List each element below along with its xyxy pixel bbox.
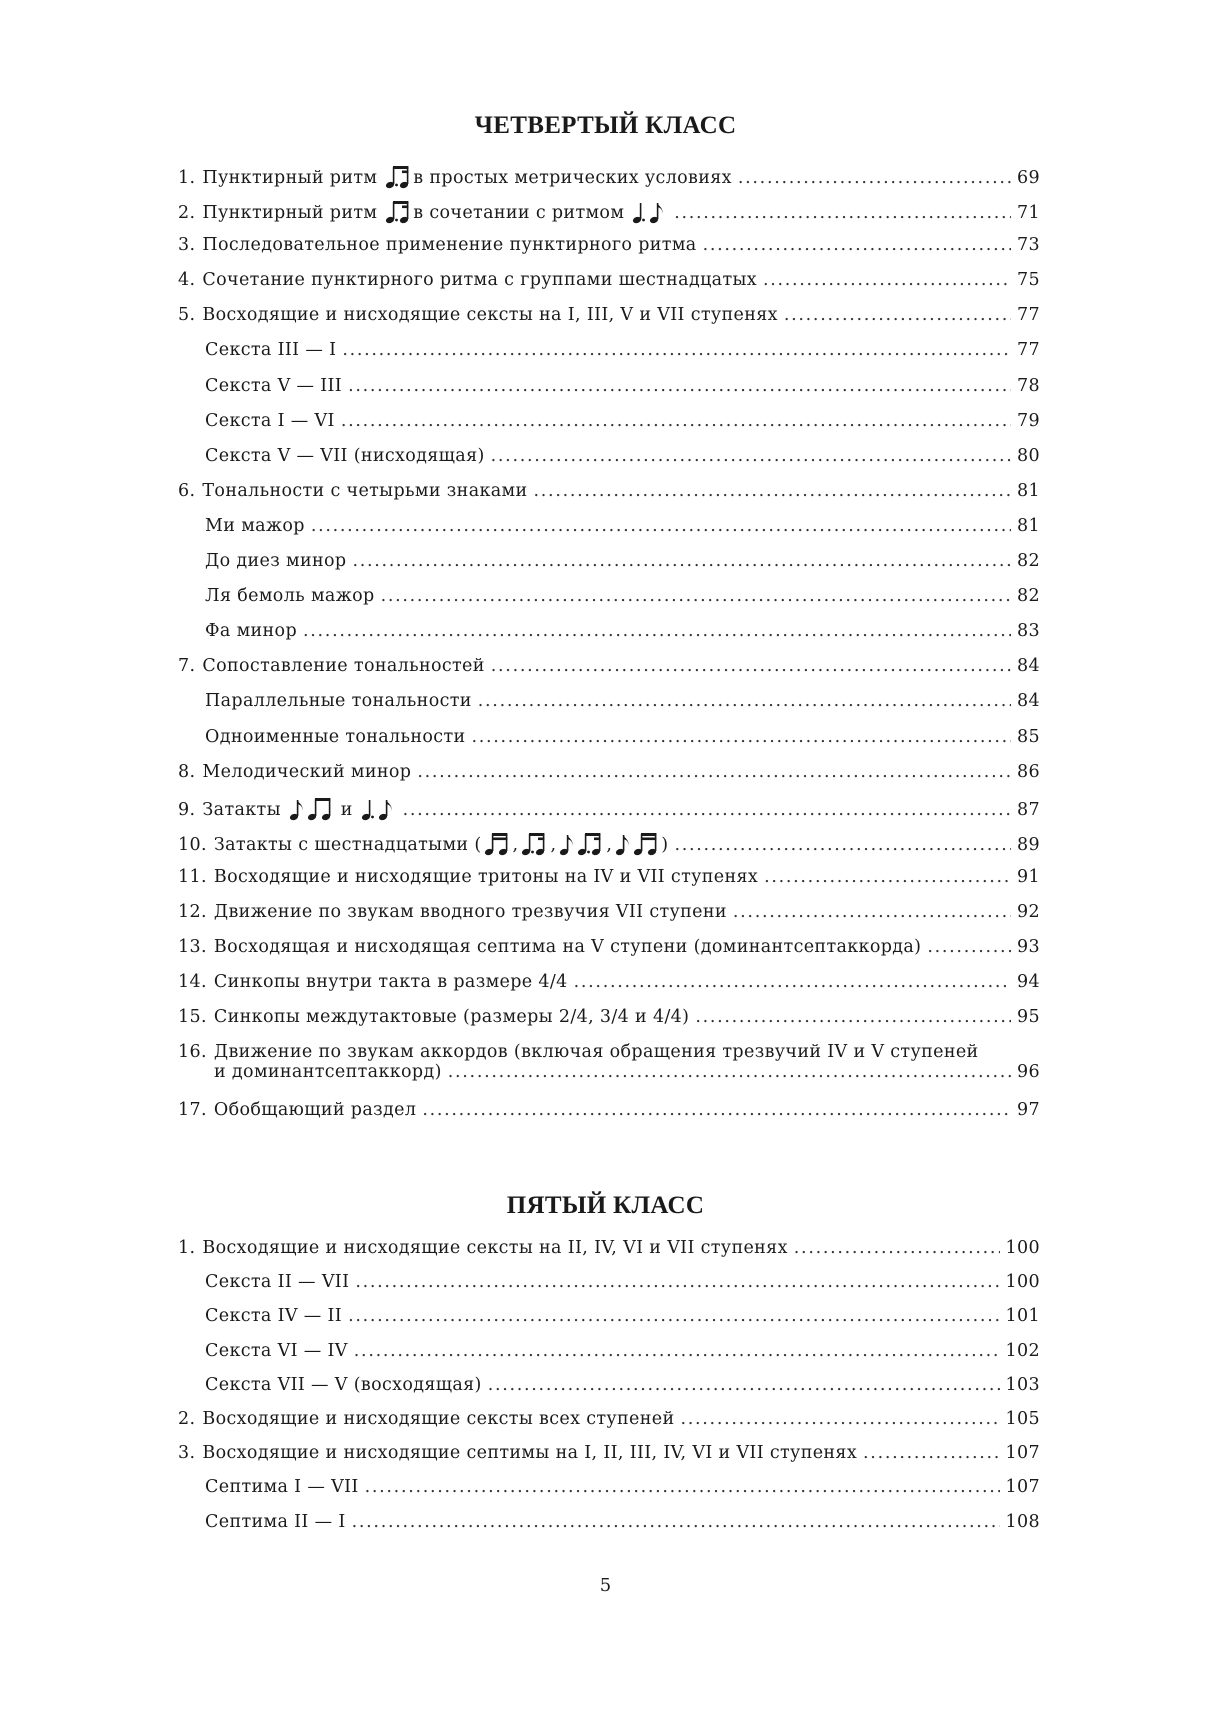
dotted-eighth-sixteenth-pair-icon: [577, 832, 603, 856]
entry-page: 73: [1017, 235, 1040, 256]
toc-subentry[interactable]: [178, 621, 1040, 656]
entry-number: 3.: [178, 1443, 196, 1464]
entry-page: 96: [1017, 1062, 1040, 1083]
leader-dots: [422, 1100, 1011, 1120]
leader-dots: [341, 411, 1011, 431]
entry-title: Септима II — I: [205, 1511, 346, 1532]
toc-subentry[interactable]: [178, 376, 1040, 411]
entry-title: Восходящие и нисходящие септимы на I, II, III, IV, VI и VII ступенях: [202, 1443, 858, 1464]
beamed-two-eighths-icon: [307, 797, 333, 821]
entry-number: 1.: [178, 1238, 196, 1258]
toc-entry[interactable]: [178, 797, 1040, 832]
entry-title: Синкопы внутри такта в размере 4/4: [213, 972, 568, 993]
leader-dots: [354, 1341, 1000, 1361]
toc-subentry[interactable]: [178, 1341, 1040, 1375]
entry-number: 15.: [178, 1007, 207, 1028]
entry-title: Параллельные тональности: [205, 691, 472, 712]
entry-number: 3.: [178, 235, 196, 256]
entry-title: Восходящие и нисходящие сексты всех ступеней: [202, 1408, 675, 1429]
toc-entry[interactable]: [178, 1409, 1040, 1443]
entry-title: Тональности с четырьми знаками: [202, 480, 528, 501]
entry-number: 7.: [178, 656, 196, 677]
leader-dots: [681, 1409, 1000, 1429]
entry-title: Секста II — VII: [205, 1272, 350, 1293]
toc-entry[interactable]: [178, 481, 1040, 516]
toc-grade-4: [178, 165, 1040, 1135]
entry-number: 2.: [178, 203, 196, 224]
toc-entry[interactable]: [178, 832, 1040, 867]
leader-dots: [303, 621, 1011, 641]
leader-dots: [763, 270, 1011, 290]
entry-page: 78: [1017, 375, 1040, 396]
entry-page: 87: [1017, 799, 1040, 820]
leader-dots: [703, 235, 1011, 255]
leader-dots: [448, 1062, 1011, 1082]
toc-entry[interactable]: [178, 305, 1040, 340]
entry-number: 5.: [178, 305, 196, 326]
entry-title: До диез минор: [205, 551, 347, 572]
leader-dots: [695, 1007, 1011, 1027]
entry-title: Одноименные тональности: [205, 726, 466, 747]
dotted-quarter-eighth-icon: [632, 200, 666, 224]
toc-entry[interactable]: [178, 762, 1040, 797]
entry-page: 103: [1005, 1374, 1040, 1395]
entry-page: 91: [1017, 866, 1040, 887]
entry-page: 95: [1017, 1007, 1040, 1028]
eighth-note-icon: [289, 797, 303, 821]
leader-dots: [403, 800, 1011, 820]
dotted-eighth-sixteenth-pair-icon: [385, 200, 411, 224]
entry-page: 84: [1017, 656, 1040, 677]
entry-title: Септима I — VII: [205, 1477, 359, 1498]
entry-page: 97: [1017, 1100, 1040, 1121]
entry-page: 71: [1017, 203, 1040, 224]
toc-subentry[interactable]: [178, 340, 1040, 375]
entry-title: Секста III — I: [205, 340, 337, 361]
toc-grade-5: [178, 1238, 1040, 1546]
entry-title: Секста IV — II: [205, 1306, 343, 1327]
leader-dots: [534, 481, 1012, 501]
entry-number: 4.: [178, 270, 196, 291]
entry-page: 93: [1017, 937, 1040, 958]
entry-page: 81: [1017, 515, 1040, 536]
toc-entry[interactable]: [178, 937, 1040, 972]
leader-dots: [738, 168, 1011, 188]
toc-subentry[interactable]: [178, 1272, 1040, 1306]
entry-title: Восходящая и нисходящая септима на V ступени (доминантсептаккорда): [213, 937, 922, 958]
leader-dots: [417, 762, 1011, 782]
entry-title: Сочетание пунктирного ритма с группами шестнадцатых: [202, 270, 757, 291]
toc-entry[interactable]: [178, 1100, 1040, 1135]
toc-subentry[interactable]: [178, 586, 1040, 621]
entry-number: 9.: [178, 799, 196, 820]
entry-title: Секста V — VII (нисходящая): [205, 445, 485, 466]
toc-entry[interactable]: [178, 867, 1040, 902]
entry-page: 84: [1017, 691, 1040, 712]
entry-page: 81: [1017, 480, 1040, 501]
leader-dots: [381, 586, 1011, 606]
toc-entry[interactable]: [178, 165, 1040, 200]
toc-entry[interactable]: [178, 1443, 1040, 1477]
leader-dots: [348, 1306, 999, 1326]
toc-entry[interactable]: [178, 1042, 1040, 1100]
entry-number: 13.: [178, 937, 207, 958]
leader-dots: [674, 203, 1011, 223]
entry-page: 69: [1017, 168, 1040, 188]
leader-dots: [352, 1512, 1000, 1532]
entry-title: Восходящие и нисходящие тритоны на IV и VII ступенях: [213, 866, 759, 887]
leader-dots: [365, 1477, 1000, 1497]
toc-subentry[interactable]: [178, 691, 1040, 726]
entry-page: 82: [1017, 586, 1040, 607]
entry-title: Затакты и: [202, 797, 396, 821]
entry-page: 100: [1005, 1238, 1040, 1258]
entry-title: Ми мажор: [205, 515, 305, 536]
entry-number: 16.: [178, 1042, 207, 1063]
toc-subentry[interactable]: [178, 1512, 1040, 1546]
entry-number: 8.: [178, 761, 196, 782]
leader-dots: [491, 446, 1011, 466]
entry-page: 92: [1017, 901, 1040, 922]
entry-page: 105: [1005, 1408, 1040, 1429]
entry-number: 2.: [178, 1408, 196, 1429]
leader-dots: [491, 656, 1011, 676]
entry-number: 6.: [178, 480, 196, 501]
entry-page: 77: [1017, 305, 1040, 326]
leader-dots: [764, 867, 1011, 887]
toc-subentry[interactable]: [178, 727, 1040, 762]
entry-page: 75: [1017, 270, 1040, 291]
entry-title: Секста V — III: [205, 375, 343, 396]
entry-title: Восходящие и нисходящие сексты на I, III, V и VII ступенях: [202, 305, 778, 326]
toc-entry[interactable]: [178, 1238, 1040, 1272]
section-title-grade-5: ПЯТЫЙ КЛАСС: [506, 1192, 705, 1219]
toc-subentry[interactable]: [178, 551, 1040, 586]
entry-number: 12.: [178, 901, 207, 922]
entry-page: 83: [1017, 621, 1040, 642]
page-number: 5: [599, 1575, 612, 1596]
leader-dots: [488, 1375, 1000, 1395]
entry-number: 14.: [178, 972, 207, 993]
entry-page: 77: [1017, 340, 1040, 361]
entry-page: 107: [1005, 1443, 1040, 1464]
toc-entry[interactable]: [178, 656, 1040, 691]
entry-title: Сопоставление тональностей: [202, 656, 485, 677]
entry-title: Восходящие и нисходящие сексты на II, IV, VI и VII ступенях: [202, 1238, 788, 1258]
sixteenth-group-icon: [633, 832, 659, 856]
entry-page: 89: [1017, 834, 1040, 855]
entry-page: 80: [1017, 445, 1040, 466]
entry-title: Пунктирный ритм в сочетании с ритмом: [202, 200, 668, 224]
eighth-note-icon: [559, 832, 573, 856]
entry-title: Пунктирный ритм в простых метрических условиях: [202, 165, 731, 189]
toc-subentry[interactable]: [178, 516, 1040, 551]
entry-page: 100: [1005, 1272, 1040, 1293]
leader-dots: [342, 340, 1011, 360]
entry-title: Движение по звукам аккордов (включая обращения трезвучий IV и V ступеней: [213, 1042, 979, 1063]
entry-number: 11.: [178, 866, 207, 887]
dotted-eighth-sixteenth-pair-icon: [385, 165, 411, 189]
entry-page: 85: [1017, 726, 1040, 747]
entry-title: Ля бемоль мажор: [205, 586, 375, 607]
toc-entry[interactable]: [178, 902, 1040, 937]
entry-title: Секста VII — V (восходящая): [205, 1374, 482, 1395]
toc-entry[interactable]: [178, 1007, 1040, 1042]
entry-title: Обобщающий раздел: [213, 1100, 417, 1121]
toc-subentry[interactable]: [178, 1306, 1040, 1340]
entry-title: Движение по звукам вводного трезвучия VII ступени: [213, 901, 727, 922]
entry-number: 1.: [178, 168, 196, 188]
dotted-eighth-sixteenth-pair-icon: [521, 832, 547, 856]
entry-page: 94: [1017, 972, 1040, 993]
toc-subentry[interactable]: [178, 446, 1040, 481]
leader-dots: [674, 835, 1011, 855]
leader-dots: [794, 1238, 1000, 1258]
toc-entry[interactable]: [178, 235, 1040, 270]
entry-title: Синкопы междутактовые (размеры 2/4, 3/4 и 4/4): [213, 1007, 690, 1028]
entry-page: 86: [1017, 761, 1040, 782]
toc-entry[interactable]: [178, 972, 1040, 1007]
entry-title: Мелодический минор: [202, 761, 412, 782]
toc-subentry[interactable]: [178, 1477, 1040, 1511]
entry-title: Последовательное применение пунктирного ритма: [202, 235, 697, 256]
sixteenth-group-icon: [484, 832, 510, 856]
entry-page: 79: [1017, 410, 1040, 431]
entry-page: 107: [1005, 1477, 1040, 1498]
entry-page: 102: [1005, 1340, 1040, 1361]
toc-entry[interactable]: [178, 200, 1040, 235]
entry-page: 82: [1017, 551, 1040, 572]
entry-title: Затакты с шестнадцатыми ( , , , ): [214, 832, 669, 856]
leader-dots: [352, 551, 1011, 571]
toc-subentry[interactable]: [178, 411, 1040, 446]
leader-dots: [784, 305, 1011, 325]
leader-dots: [471, 727, 1011, 747]
entry-page: 108: [1005, 1511, 1040, 1532]
toc-entry[interactable]: [178, 270, 1040, 305]
section-title-grade-4: ЧЕТВЕРТЫЙ КЛАСС: [474, 112, 737, 139]
leader-dots: [478, 691, 1011, 711]
entry-title: Секста VI — IV: [205, 1340, 348, 1361]
entry-title: Секста I — VI: [205, 410, 335, 431]
dotted-quarter-eighth-icon: [361, 797, 395, 821]
entry-page: 101: [1005, 1306, 1040, 1327]
toc-subentry[interactable]: [178, 1375, 1040, 1409]
leader-dots: [574, 972, 1011, 992]
leader-dots: [348, 376, 1011, 396]
leader-dots: [863, 1443, 1000, 1463]
entry-number: 10.: [178, 834, 207, 855]
entry-title: Фа минор: [205, 621, 298, 642]
leader-dots: [355, 1272, 999, 1292]
entry-title-continued: и доминантсептаккорд): [214, 1062, 442, 1083]
leader-dots: [927, 937, 1011, 957]
entry-number: 17.: [178, 1100, 207, 1121]
leader-dots: [733, 902, 1011, 922]
leader-dots: [311, 516, 1011, 536]
eighth-note-icon: [615, 832, 629, 856]
